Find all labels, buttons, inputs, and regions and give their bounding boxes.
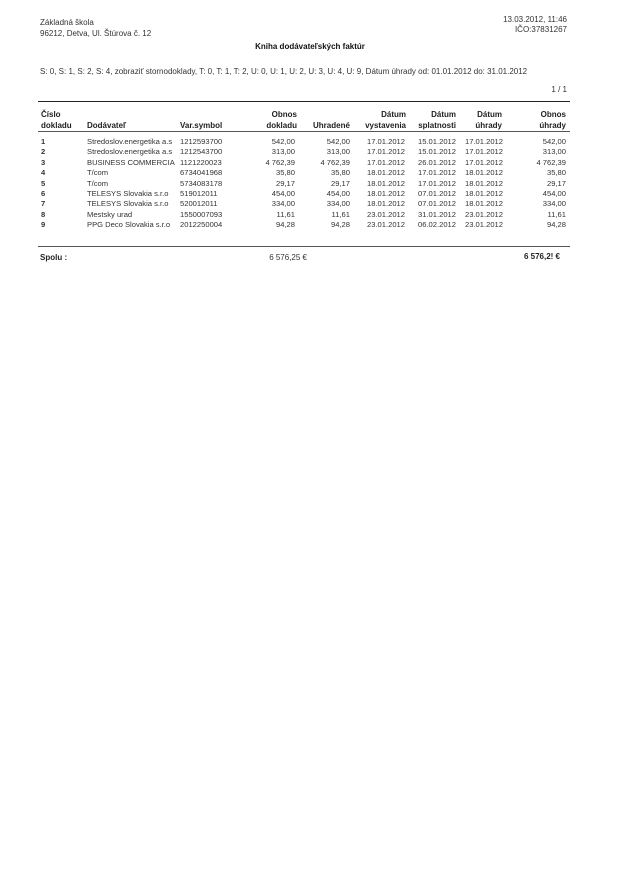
cell-amount: 313,00 bbox=[271, 147, 295, 157]
col-header-remaining-line2: úhrady bbox=[539, 121, 566, 130]
col-header-amount bbox=[266, 109, 297, 131]
cell-payment-date: 18.01.2012 bbox=[465, 188, 504, 198]
cell-var-symbol: 519012011 bbox=[180, 188, 218, 198]
col-header-var-symbol: Var.symbol bbox=[180, 121, 223, 130]
col-header-due-line2: splatnosti bbox=[418, 121, 456, 130]
cell-amount: 29,17 bbox=[275, 178, 295, 188]
report-title: Kniha dodávateľských faktúr bbox=[255, 42, 365, 51]
cell-issued-date: 17.01.2012 bbox=[367, 147, 406, 157]
cell-remaining: 334,00 bbox=[542, 199, 566, 209]
cell-issued-date: 17.01.2012 bbox=[367, 137, 406, 146]
cell-due-date: 15.01.2012 bbox=[418, 137, 457, 146]
cell-amount: 94,28 bbox=[275, 220, 295, 230]
cell-doc-no: 5 bbox=[41, 178, 46, 188]
cell-doc-no: 1 bbox=[41, 137, 46, 146]
cell-doc-no: 9 bbox=[41, 220, 46, 230]
cell-issued-date: 23.01.2012 bbox=[367, 209, 406, 219]
cell-due-date: 26.01.2012 bbox=[418, 157, 457, 167]
cell-payment-date: 17.01.2012 bbox=[465, 147, 504, 157]
header-top-rule bbox=[38, 101, 570, 102]
cell-payment-date: 18.01.2012 bbox=[465, 168, 504, 178]
col-header-remaining-line1: Obnos bbox=[540, 110, 566, 119]
cell-supplier: PPG Deco Slovakia s.r.o bbox=[87, 220, 171, 230]
col-header-paid: Uhradené bbox=[313, 121, 350, 130]
cell-var-symbol: 2012250004 bbox=[180, 220, 223, 230]
cell-issued-date: 18.01.2012 bbox=[367, 188, 406, 198]
cell-amount: 542,00 bbox=[271, 137, 295, 146]
cell-amount: 11,61 bbox=[276, 209, 295, 219]
cell-issued-date: 17.01.2012 bbox=[367, 157, 406, 167]
cell-remaining: 11,61 bbox=[547, 209, 566, 219]
col-header-doc-no bbox=[41, 109, 72, 131]
cell-remaining: 4 762,39 bbox=[536, 157, 566, 167]
cell-issued-date: 23.01.2012 bbox=[367, 220, 406, 230]
cell-amount: 334,00 bbox=[271, 199, 295, 209]
cell-issued-date: 18.01.2012 bbox=[367, 199, 406, 209]
cell-doc-no: 7 bbox=[41, 199, 46, 209]
cell-var-symbol: 1212593700 bbox=[180, 137, 223, 146]
cell-supplier: Stredoslov.energetika a.s bbox=[87, 147, 173, 157]
cell-remaining: 29,17 bbox=[546, 178, 566, 188]
cell-amount: 4 762,39 bbox=[265, 157, 295, 167]
cell-supplier: T/com bbox=[87, 168, 109, 178]
organization-header bbox=[40, 17, 151, 39]
ico-number: IČO:37831267 bbox=[514, 25, 567, 34]
cell-amount: 454,00 bbox=[271, 188, 295, 198]
cell-due-date: 07.01.2012 bbox=[418, 199, 457, 209]
col-header-due-line1: Dátum bbox=[431, 110, 456, 119]
cell-doc-no: 8 bbox=[41, 209, 46, 219]
col-header-payment bbox=[475, 109, 502, 131]
cell-supplier: T/com bbox=[87, 178, 109, 188]
cell-payment-date: 17.01.2012 bbox=[465, 137, 504, 146]
header-bottom-rule bbox=[38, 131, 570, 132]
table-row bbox=[0, 189, 620, 199]
totals-remaining: 6 576,2! € bbox=[523, 252, 560, 261]
cell-due-date: 06.02.2012 bbox=[418, 220, 457, 230]
cell-paid: 94,28 bbox=[330, 220, 350, 230]
cell-doc-no: 6 bbox=[41, 188, 46, 198]
col-header-amount-line2: dokladu bbox=[266, 121, 297, 130]
cell-paid: 313,00 bbox=[326, 147, 350, 157]
col-header-issued-line1: Dátum bbox=[381, 110, 406, 119]
col-header-doc-no-line1: Číslo bbox=[41, 110, 61, 119]
cell-payment-date: 23.01.2012 bbox=[465, 220, 504, 230]
col-header-payment-line1: Dátum bbox=[477, 110, 502, 119]
cell-supplier: Stredoslov.energetika a.s bbox=[87, 137, 173, 146]
school-address: 96212, Detva, Ul. Štúrova č. 12 bbox=[40, 29, 152, 38]
cell-paid: 11,61 bbox=[331, 209, 350, 219]
col-header-amount-line1: Obnos bbox=[271, 110, 297, 119]
cell-remaining: 542,00 bbox=[542, 137, 566, 146]
cell-payment-date: 18.01.2012 bbox=[465, 199, 504, 209]
cell-amount: 35,80 bbox=[275, 168, 295, 178]
cell-supplier: TELESYS Slovakia s.r.o bbox=[87, 199, 169, 209]
col-header-issued-line2: vystavenia bbox=[365, 121, 406, 130]
cell-var-symbol: 1550007093 bbox=[180, 209, 223, 219]
print-info bbox=[503, 15, 567, 35]
cell-due-date: 07.01.2012 bbox=[418, 188, 457, 198]
totals-label: Spolu : bbox=[40, 253, 68, 262]
school-name: Základná škola bbox=[40, 18, 94, 27]
cell-issued-date: 18.01.2012 bbox=[367, 168, 406, 178]
cell-paid: 35,80 bbox=[330, 168, 350, 178]
cell-remaining: 94,28 bbox=[546, 220, 566, 230]
cell-payment-date: 17.01.2012 bbox=[465, 157, 504, 167]
cell-remaining: 35,80 bbox=[546, 168, 566, 178]
cell-doc-no: 3 bbox=[41, 157, 46, 167]
cell-var-symbol: 1121220023 bbox=[180, 157, 222, 167]
cell-paid: 454,00 bbox=[326, 188, 350, 198]
cell-issued-date: 18.01.2012 bbox=[367, 178, 406, 188]
cell-supplier: TELESYS Slovakia s.r.o bbox=[87, 188, 169, 198]
cell-payment-date: 23.01.2012 bbox=[465, 209, 504, 219]
col-header-issued bbox=[365, 109, 406, 131]
col-header-doc-no-line2: dokladu bbox=[41, 121, 72, 130]
cell-due-date: 17.01.2012 bbox=[418, 168, 457, 178]
table-row bbox=[0, 137, 620, 147]
table-row bbox=[0, 210, 620, 220]
col-header-payment-line2: úhrady bbox=[475, 121, 502, 130]
cell-paid: 29,17 bbox=[330, 178, 350, 188]
table-row bbox=[0, 199, 620, 209]
cell-due-date: 17.01.2012 bbox=[418, 178, 457, 188]
cell-remaining: 313,00 bbox=[542, 147, 566, 157]
col-header-due bbox=[418, 109, 456, 131]
cell-supplier: BUSINESS COMMERCIA bbox=[87, 157, 175, 167]
cell-paid: 4 762,39 bbox=[320, 157, 350, 167]
cell-doc-no: 2 bbox=[41, 147, 46, 157]
cell-var-symbol: 520012011 bbox=[180, 199, 218, 209]
table-row bbox=[0, 220, 620, 230]
table-row bbox=[0, 179, 620, 189]
cell-var-symbol: 1212543700 bbox=[180, 147, 223, 157]
invoice-table-body bbox=[0, 137, 620, 231]
print-timestamp: 13.03.2012, 11:46 bbox=[503, 15, 567, 24]
cell-paid: 334,00 bbox=[326, 199, 350, 209]
cell-doc-no: 4 bbox=[41, 168, 46, 178]
col-header-remaining bbox=[539, 109, 566, 131]
cell-supplier: Mestsky urad bbox=[87, 209, 133, 219]
cell-due-date: 31.01.2012 bbox=[418, 209, 457, 219]
col-header-supplier: Dodávateľ bbox=[87, 121, 127, 130]
cell-due-date: 15.01.2012 bbox=[418, 147, 457, 157]
totals-top-rule bbox=[38, 246, 570, 247]
table-row bbox=[0, 147, 620, 157]
cell-remaining: 454,00 bbox=[542, 188, 566, 198]
page-indicator: 1 / 1 bbox=[551, 85, 567, 94]
cell-var-symbol: 6734041968 bbox=[180, 168, 223, 178]
cell-payment-date: 18.01.2012 bbox=[465, 178, 504, 188]
table-row bbox=[0, 168, 620, 178]
filter-criteria: S: 0, S: 1, S: 2, S: 4, zobraziť stornodoklady, T: 0, T: 1, T: 2, U: 0, U: 1, U: 2, U: 3, U: 4, U: 9, Dátum úhrady od: 01.01.2012 do: 31.01.2012 bbox=[40, 67, 528, 76]
cell-var-symbol: 5734083178 bbox=[180, 178, 223, 188]
table-row bbox=[0, 158, 620, 168]
cell-paid: 542,00 bbox=[326, 137, 350, 146]
totals-amount: 6 576,25 € bbox=[269, 253, 307, 262]
